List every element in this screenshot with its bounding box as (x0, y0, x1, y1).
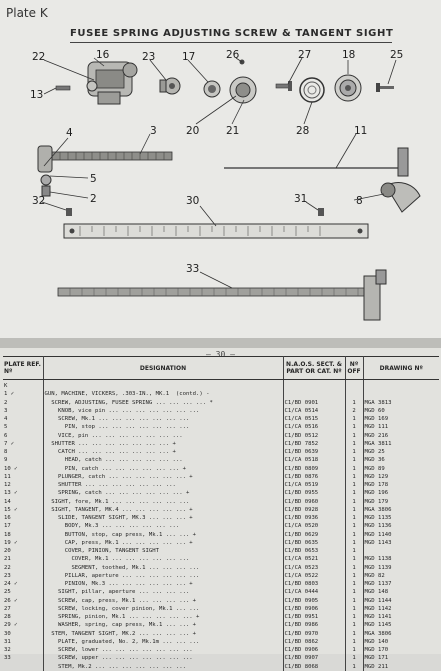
callout-28: 28 (296, 125, 310, 137)
cell-drawing-number: MGD 1138 (364, 556, 392, 563)
cell-cat-number: C1/BD 0951 (283, 613, 345, 621)
table-row (3, 564, 439, 572)
cell-drawing-number: MGD 171 (364, 655, 389, 662)
cell-number-off: 1 (345, 473, 363, 481)
cell-designation (43, 380, 283, 391)
cell-cat-number: C1/BD 0862 (283, 638, 345, 646)
cell-drawing-number: MGD 169 (364, 416, 389, 422)
table-row (3, 380, 439, 391)
cell-number-off: 1 (345, 654, 363, 662)
table-row (3, 473, 439, 481)
cell-designation: SHUTTER ... ... ... ... ... ... ... + (43, 440, 283, 448)
cell-designation: KNOB, vice pin ... ... ... ... ... ... ... (43, 407, 283, 415)
cell-designation: COVER, Mk.1 ... ... ... ... ... ... (43, 555, 283, 563)
page-number: — 30 — (206, 350, 235, 359)
table-row (3, 597, 439, 605)
cell-cat-number (283, 380, 345, 391)
cell-designation: SPRING, catch ... ... ... ... ... ... + (43, 489, 283, 497)
cell-drawing-number: MGD 140 (364, 638, 389, 645)
cell-designation: SCREW, lower ... ... ... ... ... ... ... (43, 646, 283, 654)
cell-cat-number: C1/BD 8068 (283, 663, 345, 671)
cell-designation: SCREW, cap, press, Mk.1 ... ... ... ... + (43, 597, 283, 605)
cell-plate-ref: 10 ✓ (3, 465, 43, 473)
cell-plate-ref: 16 (3, 514, 43, 522)
cell-plate-ref: 20 (3, 547, 43, 555)
cell-drawing-number (363, 380, 439, 391)
cell-designation: PIN, stop ... ... ... ... ... ... ... (43, 423, 283, 431)
part-32-screw (66, 208, 72, 216)
cell-number-off: 1 (345, 399, 363, 407)
cell-number-off (345, 390, 363, 398)
table-row (3, 613, 439, 621)
part-28-spring (300, 78, 324, 102)
cell-drawing-number: MGD 36 (364, 457, 385, 464)
cell-plate-ref: 19 ✓ (3, 539, 43, 547)
callout-5: 5 (90, 173, 97, 185)
table-header-row (3, 357, 439, 380)
cell-cat-number: C1/BD 0906 (283, 646, 345, 654)
part-27-screw (276, 81, 292, 91)
header-designation: DESIGNATION (43, 357, 283, 380)
callout-21: 21 (226, 125, 240, 137)
cell-drawing-number (363, 390, 439, 398)
cell-cat-number: C1/BD 0960 (283, 498, 345, 506)
cell-number-off: 1 (345, 580, 363, 588)
callout-4: 4 (66, 127, 73, 139)
cell-cat-number: C1/BD 0936 (283, 514, 345, 522)
cell-cat-number: C1/CA 0523 (283, 564, 345, 572)
cell-designation: HEAD, catch ... ... ... ... ... ... (43, 456, 283, 464)
cell-plate-ref: 33 (3, 654, 43, 662)
table-row (3, 390, 439, 398)
cell-number-off: 1 (345, 547, 363, 555)
callout-11: 11 (354, 125, 368, 137)
cell-designation: SIGHT, TANGENT, MK.4 ... ... ... ... ... + (43, 506, 283, 514)
cell-drawing-number: MGA 3806 (364, 630, 392, 637)
cell-number-off: 1 (345, 646, 363, 654)
cell-plate-ref: 22 (3, 564, 43, 572)
cell-plate-ref: 9 (3, 456, 43, 464)
cell-cat-number: C1/CA 0520 (283, 522, 345, 530)
cell-plate-ref: 30 (3, 630, 43, 638)
cell-number-off: 1 (345, 638, 363, 646)
cell-plate-ref: 25 (3, 588, 43, 596)
cell-cat-number: C1/CA 0519 (283, 481, 345, 489)
table-row (3, 489, 439, 497)
cell-designation: SEGMENT, toothed, Mk.1 ... ... ... ... (43, 564, 283, 572)
callout-17: 17 (182, 51, 196, 63)
cell-number-off: 1 (345, 564, 363, 572)
table-row (3, 481, 439, 489)
cell-drawing-number: MGD 1143 (364, 539, 392, 546)
cell-cat-number: C1/BD 0635 (283, 539, 345, 547)
table-row (3, 663, 439, 671)
cell-plate-ref: 1 ✓ (3, 390, 43, 398)
table-row (3, 432, 439, 440)
cell-cat-number: C1/CA 0515 (283, 415, 345, 423)
cell-drawing-number: MGD 1145 (364, 622, 392, 629)
cell-plate-ref: 11 (3, 473, 43, 481)
cell-plate-ref: 21 (3, 555, 43, 563)
cell-drawing-number: MGD 1137 (364, 581, 392, 587)
cell-number-off: 1 (345, 440, 363, 448)
cell-cat-number: C1/BD 0955 (283, 489, 345, 497)
cell-designation: CATCH ... ... ... ... ... ... ... + (43, 448, 283, 456)
cell-cat-number: C1/CA 0522 (283, 572, 345, 580)
cell-number-off: 1 (345, 531, 363, 539)
cell-drawing-number: MGD 1135 (364, 515, 392, 521)
header-drawing-number: DRAWING Nº (363, 357, 439, 380)
header-number-off: Nº OFF (345, 357, 363, 380)
part-17-cap (204, 81, 220, 97)
cell-designation: SHUTTER ... ... ... ... ... ... ... (43, 481, 283, 489)
table-row (3, 440, 439, 448)
cell-drawing-number: MGA 3813 (364, 399, 392, 406)
cell-cat-number: C1/BD 0809 (283, 465, 345, 473)
cell-number-off: 1 (345, 597, 363, 605)
cell-cat-number: C1/BD 0876 (283, 473, 345, 481)
table-row (3, 465, 439, 473)
cell-number-off: 1 (345, 506, 363, 514)
cell-plate-ref: 31 (3, 638, 43, 646)
cell-designation: STEM, TANGENT SIGHT, MK.2 ... ... ... ... + (43, 630, 283, 638)
part-11-stem (224, 148, 408, 176)
part-25-screw (376, 83, 394, 92)
cell-designation: BODY, Mk.3 ... ... ... ... ... ... (43, 522, 283, 530)
cell-cat-number: C1/BD 0928 (283, 506, 345, 514)
cell-drawing-number: MGD 89 (364, 465, 385, 472)
callout-23: 23 (142, 51, 156, 63)
cell-cat-number: C1/BD 0901 (283, 399, 345, 407)
cell-drawing-number: MGD 211 (364, 663, 389, 670)
cell-plate-ref: 2 (3, 399, 43, 407)
cell-cat-number: C1/BD 0803 (283, 580, 345, 588)
table-row (3, 588, 439, 596)
cell-cat-number: C1/BD 0512 (283, 432, 345, 440)
cell-drawing-number: MGD 148 (364, 589, 389, 596)
table-row (3, 506, 439, 514)
cell-plate-ref: 5 (3, 423, 43, 431)
cell-plate-ref: 3 (3, 407, 43, 415)
cell-designation: PLATE, graduated, No. 2, Mk.1m ... ... ... (43, 638, 283, 646)
cell-number-off: 1 (345, 663, 363, 671)
cell-drawing-number: MGD 82 (364, 572, 385, 579)
parts-list-table (3, 356, 439, 671)
cell-plate-ref: 12 (3, 481, 43, 489)
table-row (3, 572, 439, 580)
cell-cat-number (283, 390, 345, 398)
cell-designation: PIN, catch ... ... ... ... ... ... + (43, 465, 283, 473)
callout-2: 2 (90, 193, 97, 205)
cell-designation: PINION, Mk.3 ... ... ... ... ... ... + (43, 580, 283, 588)
cell-drawing-number: MGD 1142 (364, 605, 392, 612)
cell-plate-ref: 18 (3, 531, 43, 539)
cell-designation: PILLAR, aperture ... ... ... ... ... ... (43, 572, 283, 580)
cell-number-off: 1 (345, 605, 363, 613)
part-31-screw (318, 208, 324, 216)
cell-number-off: 1 (345, 588, 363, 596)
cell-plate-ref: 23 (3, 572, 43, 580)
cell-drawing-number: MGA 3806 (364, 506, 392, 513)
cell-cat-number: C1/BD 0639 (283, 448, 345, 456)
callout-27: 27 (298, 49, 312, 61)
cell-plate-ref: 6 (3, 432, 43, 440)
cell-number-off: 1 (345, 456, 363, 464)
table-row (3, 547, 439, 555)
table-row (3, 539, 439, 547)
cell-cat-number: C1/CA 0521 (283, 555, 345, 563)
cell-designation: BUTTON, stop, cap press, Mk.1 ... ... + (43, 531, 283, 539)
callout-25: 25 (390, 49, 404, 61)
callout-31: 31 (294, 193, 308, 205)
cell-number-off: 1 (345, 498, 363, 506)
callout-13: 13 (30, 89, 44, 101)
cell-plate-ref: 27 (3, 605, 43, 613)
cell-number-off: 1 (345, 555, 363, 563)
table-row (3, 605, 439, 613)
cell-number-off: 1 (345, 539, 363, 547)
cell-drawing-number: MGD 178 (364, 482, 389, 488)
book-gutter (0, 338, 441, 348)
cell-designation: SIGHT, fore, Mk.1 ... ... ... ... ... ... (43, 498, 283, 506)
table-row (3, 498, 439, 506)
plate-title: FUSEE SPRING ADJUSTING SCREW & TANGENT SIGHT (70, 28, 394, 39)
cell-number-off: 1 (345, 415, 363, 423)
table-row (3, 555, 439, 563)
table-row (3, 630, 439, 638)
table-row (3, 654, 439, 662)
callout-26: 26 (226, 49, 240, 61)
cell-cat-number: C1/CA 0444 (283, 588, 345, 596)
cell-drawing-number: MGD 111 (364, 424, 389, 431)
cell-number-off: 2 (345, 407, 363, 415)
cell-drawing-number: MGD 1141 (364, 614, 392, 620)
cell-number-off: 1 (345, 432, 363, 440)
cell-designation: SCREW, upper ... ... ... ... ... ... ... (43, 654, 283, 662)
cell-plate-ref: 13 ✓ (3, 489, 43, 497)
callout-18: 18 (342, 49, 356, 61)
table-row (3, 514, 439, 522)
table-row (3, 580, 439, 588)
cell-designation: WASHER, spring, cap press, Mk.1 ... ... + (43, 621, 283, 629)
part-18-washer (335, 75, 361, 101)
cell-drawing-number: MGD 196 (364, 490, 389, 497)
cell-number-off: 1 (345, 423, 363, 431)
cell-plate-ref: 32 (3, 646, 43, 654)
cell-plate-ref: 29 ✓ (3, 621, 43, 629)
parts-table-body (3, 380, 439, 671)
plate-label: Plate K (6, 6, 48, 20)
cell-designation: SLIDE, TANGENT SIGHT, MK.3 ... ... ... + (43, 514, 283, 522)
cell-number-off: 1 (345, 465, 363, 473)
table-row (3, 399, 439, 407)
cell-drawing-number: MGD 1136 (364, 523, 392, 530)
cell-plate-ref: 15 ✓ (3, 506, 43, 514)
cell-cat-number: C1/BD 0653 (283, 547, 345, 555)
cell-number-off: 1 (345, 514, 363, 522)
cell-plate-ref: 14 (3, 498, 43, 506)
cell-number-off: 1 (345, 481, 363, 489)
cell-designation: SPRING, pinion, Mk.1 ... ... ... ... ... + (43, 613, 283, 621)
part-23-pinion (160, 78, 180, 94)
cell-cat-number: C1/BD 0905 (283, 597, 345, 605)
cell-drawing-number: MGD 179 (364, 498, 389, 505)
header-plate-ref: PLATE REF. Nº (3, 357, 43, 380)
cell-number-off: 1 (345, 522, 363, 530)
cell-cat-number: C1/BD 0906 (283, 605, 345, 613)
cell-number-off: 1 (345, 621, 363, 629)
cell-designation: VICE, pin ... ... ... ... ... ... ... (43, 432, 283, 440)
cell-drawing-number: MGD 216 (364, 432, 389, 439)
callout-16: 16 (96, 49, 110, 61)
cell-plate-ref (3, 663, 43, 671)
cell-cat-number: C1/CA 0514 (283, 407, 345, 415)
cell-designation: GUN, MACHINE, VICKERS, .303-IN., MK.1 (contd.) - (43, 390, 283, 398)
cell-plate-ref: K (3, 380, 43, 391)
table-row (3, 407, 439, 415)
callout-30: 30 (186, 195, 200, 207)
table-row (3, 456, 439, 464)
cell-plate-ref: 17 (3, 522, 43, 530)
cell-drawing-number: MGD 1140 (364, 531, 392, 538)
cell-cat-number: C1/CA 0518 (283, 456, 345, 464)
cell-cat-number: C1/BD 0907 (283, 654, 345, 662)
cell-plate-ref: 8 (3, 448, 43, 456)
cell-number-off (345, 380, 363, 391)
part-8-segment (381, 183, 420, 212)
cell-plate-ref: 26 ✓ (3, 597, 43, 605)
part-3-adjusting-screw (38, 146, 172, 196)
table-row (3, 423, 439, 431)
cell-number-off: 1 (345, 448, 363, 456)
part-33-long-stem (58, 270, 386, 320)
cell-drawing-number: MGD 1139 (364, 564, 392, 571)
cell-number-off: 1 (345, 613, 363, 621)
callout-22: 22 (32, 51, 46, 63)
cell-plate-ref: 24 ✓ (3, 580, 43, 588)
cell-drawing-number: MGD 170 (364, 647, 389, 653)
cell-cat-number: C1/BD 0629 (283, 531, 345, 539)
cell-plate-ref: 7 ✓ (3, 440, 43, 448)
table-row (3, 638, 439, 646)
cell-designation: COVER, PINION, TANGENT SIGHT (43, 547, 283, 555)
part-13-pin (56, 86, 70, 90)
callout-20: 20 (186, 125, 200, 137)
cell-designation: SCREW, ADJUSTING, FUSEE SPRING ... ... ... ... * (43, 399, 283, 407)
cell-designation: SCREW, locking, cover pinion, Mk.1 ... ... (43, 605, 283, 613)
cell-plate-ref: 28 (3, 613, 43, 621)
part-16-22-sight-slide (87, 62, 137, 104)
callout-3: 3 (150, 125, 157, 137)
cell-cat-number: C1/BD 0970 (283, 630, 345, 638)
cell-drawing-number: MGD 1144 (364, 597, 392, 604)
cell-designation: SCREW, Mk.1 ... ... ... ... ... ... ... (43, 415, 283, 423)
cell-designation: SIGHT, pillar, aperture ... ... ... ... (43, 588, 283, 596)
header-cat-number: N.A.O.S. SECT. & PART OR CAT. Nº (283, 357, 345, 380)
table-row (3, 621, 439, 629)
callout-33: 33 (186, 263, 200, 275)
cell-number-off: 1 (345, 572, 363, 580)
part-20-21-cover (230, 77, 256, 103)
cell-cat-number: C1/CA 0516 (283, 423, 345, 431)
cell-designation: CAP, press, Mk.1 ... ... ... ... ... + (43, 539, 283, 547)
cell-drawing-number: MGD 60 (364, 407, 385, 414)
cell-drawing-number: MGD 129 (364, 473, 389, 480)
cell-drawing-number: MGD 25 (364, 449, 385, 455)
cell-designation: STEM, Mk.2 ... ... ... ... ... ... ... (43, 663, 283, 671)
cell-number-off: 1 (345, 489, 363, 497)
table-row (3, 522, 439, 530)
table-row (3, 646, 439, 654)
callout-8: 8 (356, 195, 363, 207)
callout-32: 32 (32, 195, 46, 207)
part-30-graduated-plate (64, 224, 368, 238)
cell-drawing-number: MGA 3811 (364, 440, 392, 447)
cell-cat-number: C1/BD 7852 (283, 440, 345, 448)
cell-plate-ref: 4 (3, 415, 43, 423)
cell-number-off: 1 (345, 630, 363, 638)
cell-designation: PLUNGER, catch ... ... ... ... ... ... + (43, 473, 283, 481)
cell-cat-number: C1/BD 0986 (283, 621, 345, 629)
table-row (3, 415, 439, 423)
table-row (3, 531, 439, 539)
table-row (3, 448, 439, 456)
cell-drawing-number (363, 547, 439, 555)
